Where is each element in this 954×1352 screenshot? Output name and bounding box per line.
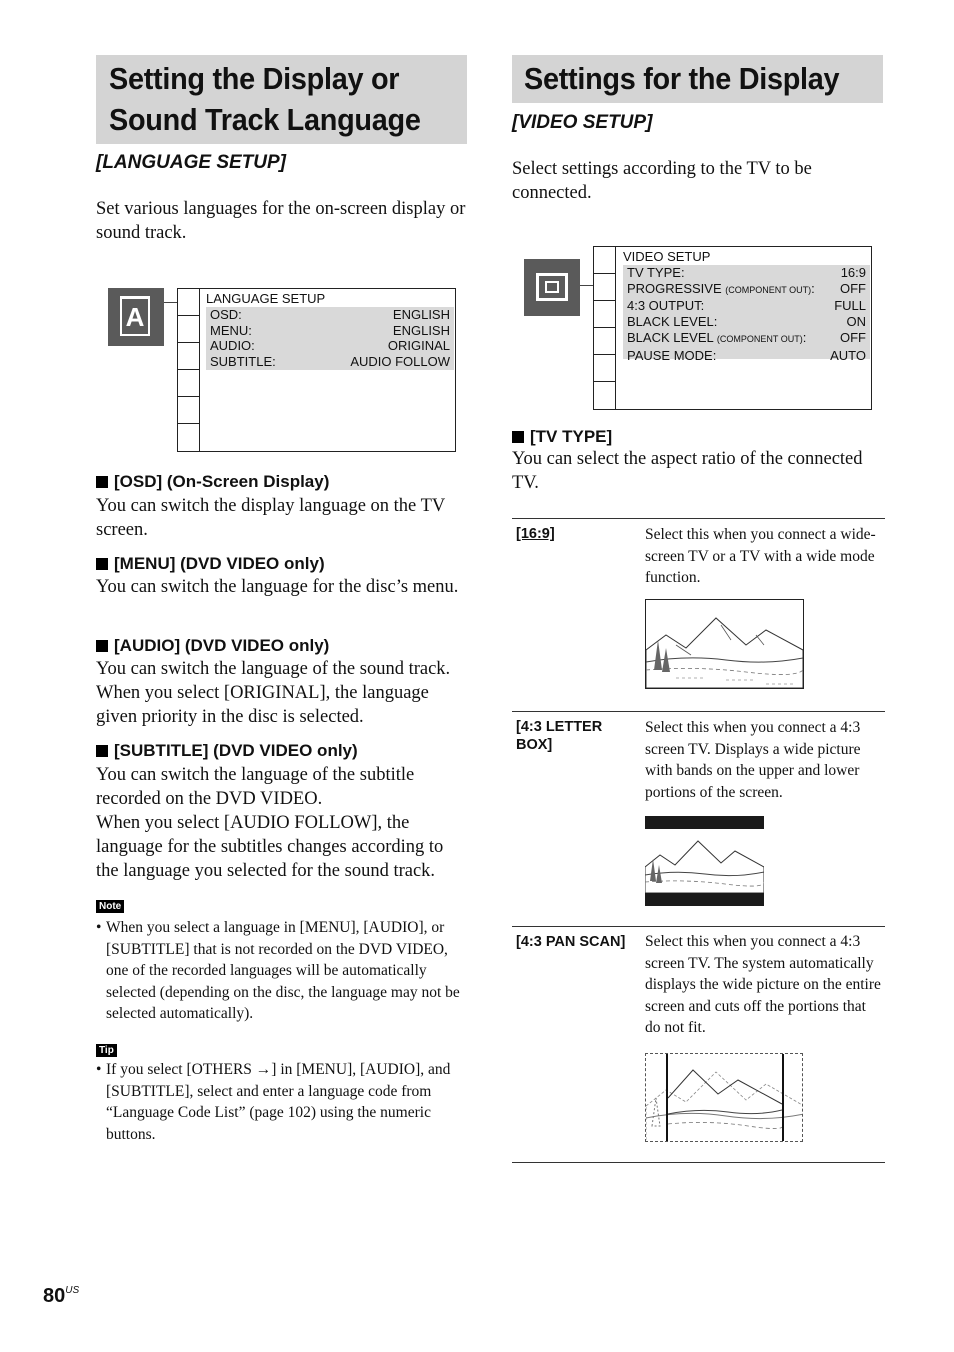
right-intro: Select settings according to the TV to be connected. [512,159,812,203]
video-setup-icon [524,259,580,316]
left-subhead: [LANGUAGE SETUP] [96,152,286,173]
item-osd-head: [OSD] (On-Screen Display) [96,472,329,492]
language-menu-header: LANGUAGE SETUP [206,291,326,306]
panscan-landscape-image [645,1053,803,1142]
item-audio-text: You can switch the language of the sound track. When you select [ORIGINAL], the language given priority in the disc is selected. [96,659,451,727]
option-letterbox-label: [4:3 LETTER BOX] [516,719,603,753]
item-audio-head: [AUDIO] (DVD VIDEO only) [96,636,329,656]
widescreen-landscape-image [645,599,804,689]
video-menu-icon-column [594,247,616,409]
option-panscan-label: [4:3 PAN SCAN] [516,934,626,950]
screen-icon [536,273,568,301]
menu-icon-column [178,289,200,451]
menu-row-menu: MENU: ENGLISH [210,322,450,338]
tip-text: If you select [OTHERS →] in [MENU], [AUDIO], and [SUBTITLE], select and enter a language code from “Language Code List” (page 102) using the numeric buttons. [106,1061,451,1143]
menu-row-audio: AUDIO: ORIGINAL [210,338,450,354]
option-panscan-text: Select this when you connect a 4:3 screen TV. The system automatically displays the wide picture on the entire screen and cuts off the portions that do not fit. [645,933,881,1036]
video-row-pause-mode: PAUSE MODE: AUTO [627,347,866,363]
language-setup-menu [177,288,456,452]
tip-tag: Tip [96,1044,117,1057]
page-number: $80^{US}$ [43,1285,80,1307]
item-menu-head: [MENU] (DVD VIDEO only) [96,554,325,574]
right-subhead: [VIDEO SETUP] [512,112,653,133]
note-bullet: • [96,919,102,936]
table-rule-3 [512,926,885,927]
item-osd-text: You can switch the display language on the TV screen. [96,496,445,540]
option-169-text: Select this when you connect a wide-screen TV or a TV with a wide mode function. [645,526,876,586]
language-a-icon: A [120,296,150,336]
video-menu-header: VIDEO SETUP [623,249,711,264]
option-169-label: [16:9] [516,526,555,542]
left-title-line2: Sound Track Language [109,102,421,137]
option-letterbox-text: Select this when you connect a 4:3 screen TV. Displays a wide picture with bands on the upper and lower portions of the screen. [645,719,861,801]
video-setup-menu [593,246,872,410]
tv-type-text: You can select the aspect ratio of the connected TV. [512,449,863,493]
language-menu-rows [206,307,454,370]
note-text: When you select a language in [MENU], [AUDIO], or [SUBTITLE] that is not recorded on the DVD VIDEO, one of the recorded languages will be automatically selected (depending on the disc, the language may not be selected automatically). [106,919,460,1022]
menu-row-subtitle: SUBTITLE: AUDIO FOLLOW [210,354,450,370]
item-subtitle-text: You can switch the language of the subtitle recorded on the DVD VIDEO. [96,765,415,809]
tip-bullet: • [96,1061,102,1078]
left-title-line1: Setting the Display or [109,61,400,96]
table-rule-2 [512,711,885,712]
table-rule-bottom [512,1162,885,1163]
video-menu-rows [623,265,870,363]
video-row-43-output: 4:3 OUTPUT: FULL [627,298,866,314]
menu-row-osd: OSD: ENGLISH [210,307,450,322]
item-subtitle-head: [SUBTITLE] (DVD VIDEO only) [96,741,358,761]
item-menu-text: You can switch the language for the disc’s menu. [96,577,459,597]
note-tag: Note [96,900,124,913]
video-row-black-level: BLACK LEVEL: ON [627,314,866,330]
video-row-black-level-component: BLACK LEVEL (COMPONENT OUT): OFF [627,329,866,345]
table-rule-top [512,518,885,519]
tv-type-head: [TV TYPE] [512,427,612,447]
left-intro: Set various languages for the on-screen display or sound track. [96,199,466,243]
video-row-progressive: PROGRESSIVE (COMPONENT OUT): OFF [627,280,866,296]
video-row-tv-type: TV TYPE: 16:9 [627,265,866,280]
language-setup-icon [108,288,164,346]
letterbox-landscape-image [645,816,764,906]
item-subtitle-text2: When you select [AUDIO FOLLOW], the language for the subtitles changes according to the language you selected for the sound track. [96,813,444,881]
right-title: Settings for the Display [524,61,840,96]
